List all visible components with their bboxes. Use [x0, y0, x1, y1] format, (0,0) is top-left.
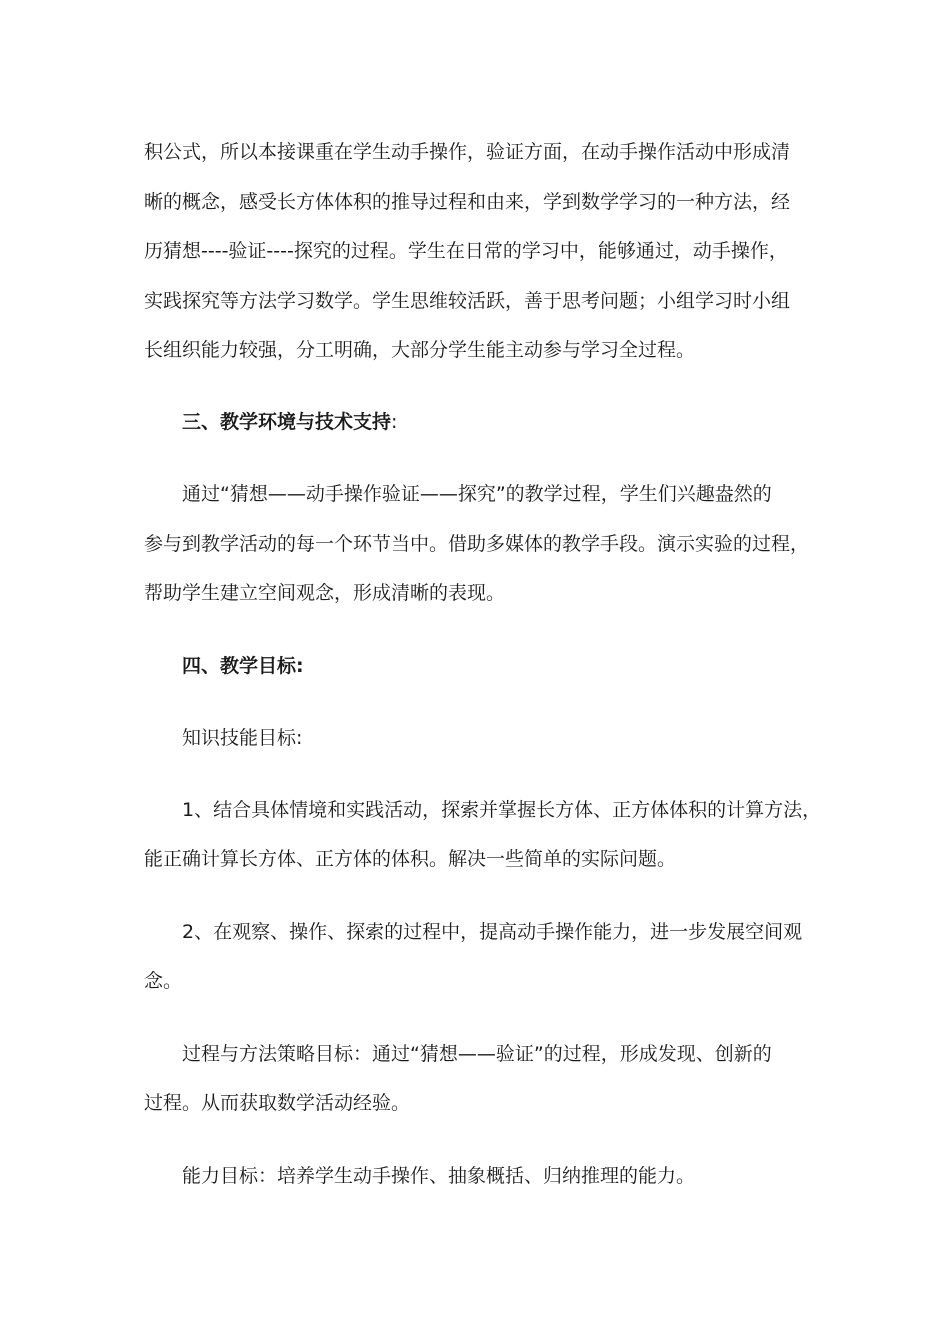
process-goal-line: 过程。从而获取数学活动经验。 — [144, 1092, 411, 1114]
goal-item-1-line: 1、结合具体情境和实践活动，探索并掌握长方体、正方体体积的计算方法， — [182, 799, 822, 821]
goal-item-1-line: 能正确计算长方体、正方体的体积。解决一些简单的实际问题。 — [144, 848, 677, 870]
paragraph-line: 实践探究等方法学习数学。学生思维较活跃，善于思考问题；小组学习时小组 — [144, 290, 791, 312]
paragraph-line: 长组织能力较强，分工明确，大部分学生能主动参与学习全过程。 — [144, 339, 696, 361]
section-heading-4: 四、教学目标: — [182, 655, 304, 677]
paragraph-line: 积公式，所以本接课重在学生动手操作，验证方面，在动手操作活动中形成清 — [144, 141, 791, 163]
subheading-knowledge: 知识技能目标: — [182, 727, 303, 749]
process-goal-line: 过程与方法策略目标：通过“猜想——验证”的过程，形成发现、创新的 — [182, 1043, 772, 1065]
section-heading-3 — [182, 410, 397, 434]
section-heading-3-colon: : — [391, 411, 398, 433]
paragraph-line: 通过“猜想——动手操作验证——探究”的教学过程，学生们兴趣盎然的 — [182, 483, 772, 505]
paragraph-line: 晰的概念，感受长方体体积的推导过程和由来，学到数学学习的一种方法，经 — [144, 191, 791, 213]
paragraph-line: 帮助学生建立空间观念，形成清晰的表现。 — [144, 582, 506, 604]
goal-item-2-line: 2、在观察、操作、探索的过程中，提高动手操作能力，进一步发展空间观 — [182, 921, 803, 943]
paragraph-line: 参与到教学活动的每一个环节当中。借助多媒体的教学手段。演示实验的过程， — [144, 533, 810, 555]
paragraph-line: 历猜想----验证----探究的过程。学生在日常的学习中，能够通过，动手操作， — [144, 240, 788, 262]
goal-item-2-line: 念。 — [144, 970, 183, 992]
ability-goal: 能力目标：培养学生动手操作、抽象概括、归纳推理的能力。 — [182, 1165, 696, 1187]
section-heading-3-text: 三、教学环境与技术支持 — [182, 411, 392, 433]
